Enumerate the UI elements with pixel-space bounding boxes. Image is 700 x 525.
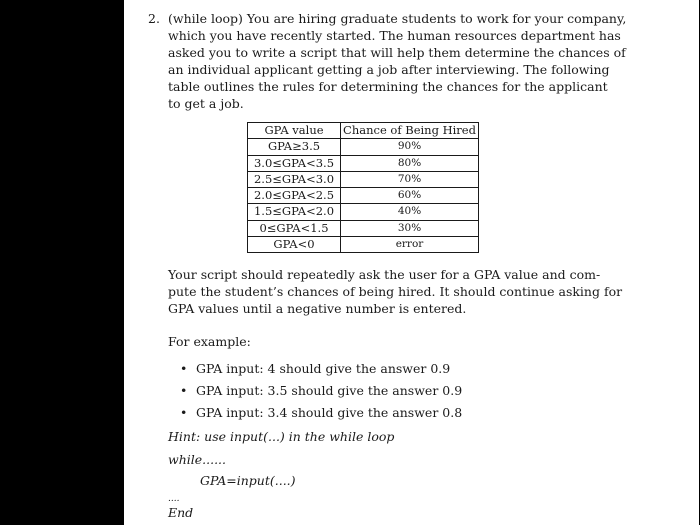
- paragraph-line: Your script should repeatedly ask the user for a GPA value and com-: [168, 267, 601, 282]
- code-while-line: while......: [168, 452, 226, 467]
- table-row: [248, 171, 479, 187]
- table-row: [248, 220, 479, 236]
- chance-cell: 90%: [341, 139, 479, 155]
- chance-cell: 80%: [341, 155, 479, 171]
- intro-line: (while loop) You are hiring graduate students to work for your company,: [168, 11, 627, 26]
- instructions-paragraph: [168, 266, 623, 317]
- chance-cell: 70%: [341, 171, 479, 187]
- example-text: GPA input: 3.5 should give the answer 0.9: [196, 383, 463, 398]
- document-page: [124, 0, 699, 525]
- table-row: [248, 155, 479, 171]
- code-end-line: End: [168, 505, 194, 520]
- table-row: [248, 188, 479, 204]
- gpa-range-cell: GPA<0: [248, 237, 341, 253]
- intro-line: asked you to write a script that will help them determine the chances of: [168, 45, 626, 60]
- gpa-range-cell: 1.5≤GPA<2.0: [248, 204, 341, 220]
- list-item: [168, 402, 462, 424]
- header-chance-hired: Chance of Being Hired: [341, 123, 479, 139]
- problem-number: 2.: [148, 11, 160, 26]
- example-text: GPA input: 3.4 should give the answer 0.8: [196, 405, 463, 420]
- chance-cell: 60%: [341, 188, 479, 204]
- problem-intro: [168, 10, 627, 112]
- example-label: For example:: [168, 334, 251, 349]
- table-header-row: [248, 123, 479, 139]
- bullet-icon: •: [180, 383, 188, 398]
- hint-text: Hint: use input(...) in the while loop: [168, 429, 395, 444]
- list-item: [168, 380, 462, 402]
- list-item: [168, 358, 462, 380]
- code-input-line: GPA=input(....): [200, 473, 296, 488]
- intro-line: to get a job.: [168, 96, 244, 111]
- intro-line: table outlines the rules for determining the chances for the applicant: [168, 79, 608, 94]
- table-row: [248, 237, 479, 253]
- bullet-icon: •: [180, 405, 188, 420]
- examples-list: [168, 358, 462, 424]
- gpa-range-cell: 2.5≤GPA<3.0: [248, 171, 341, 187]
- intro-line: which you have recently started. The human resources department has: [168, 28, 621, 43]
- gpa-range-cell: 3.0≤GPA<3.5: [248, 155, 341, 171]
- chance-cell: 40%: [341, 204, 479, 220]
- chance-cell: error: [341, 237, 479, 253]
- gpa-range-cell: 0≤GPA<1.5: [248, 220, 341, 236]
- paragraph-line: GPA values until a negative number is entered.: [168, 301, 467, 316]
- gpa-range-cell: GPA≥3.5: [248, 139, 341, 155]
- example-text: GPA input: 4 should give the answer 0.9: [196, 361, 451, 376]
- chance-cell: 30%: [341, 220, 479, 236]
- gpa-range-cell: 2.0≤GPA<2.5: [248, 188, 341, 204]
- bullet-icon: •: [180, 361, 188, 376]
- table-row: [248, 204, 479, 220]
- table-row: [248, 139, 479, 155]
- header-gpa-value: GPA value: [248, 123, 341, 139]
- code-dots: ....: [168, 494, 180, 504]
- intro-line: an individual applicant getting a job after interviewing. The following: [168, 62, 610, 77]
- paragraph-line: pute the student’s chances of being hired. It should continue asking for: [168, 284, 623, 299]
- gpa-chance-table: [247, 122, 479, 253]
